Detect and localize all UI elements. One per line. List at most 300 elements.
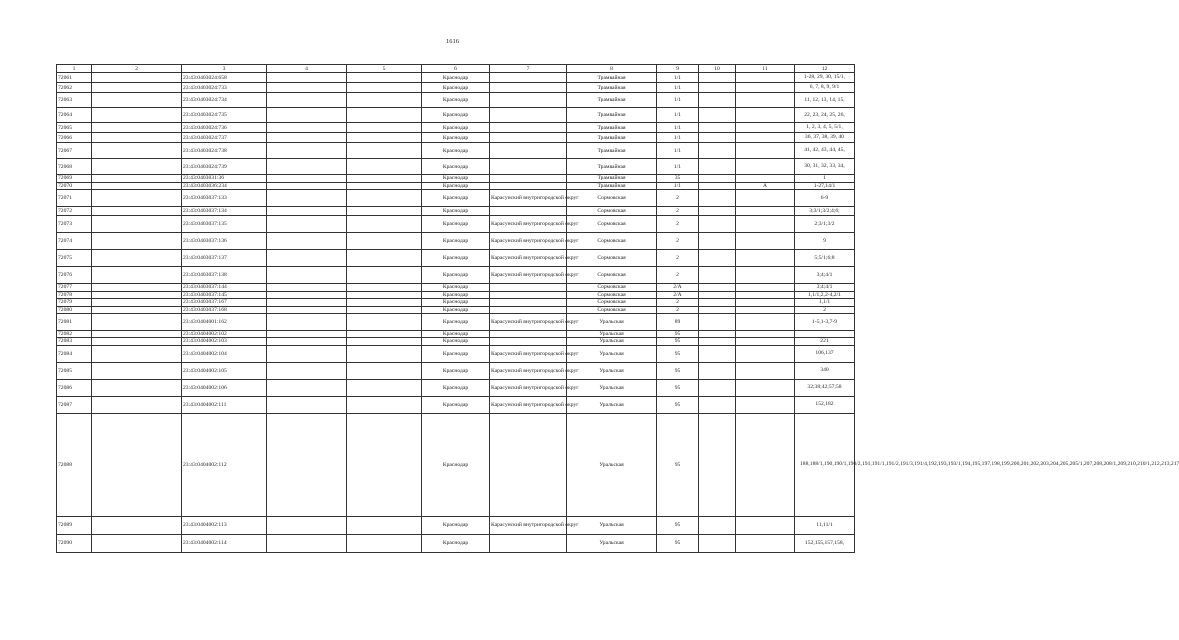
cell-empty bbox=[267, 291, 347, 299]
street: Уральская bbox=[567, 396, 657, 413]
cell-empty bbox=[699, 216, 736, 233]
table-row bbox=[57, 516, 855, 534]
street: Уральская bbox=[567, 345, 657, 362]
street: Уральская bbox=[567, 362, 657, 379]
col-header: 7 bbox=[490, 65, 567, 73]
cell-empty bbox=[699, 345, 736, 362]
cadastral-number: 23:43:0404002:103 bbox=[182, 338, 267, 346]
table-row bbox=[57, 345, 855, 362]
house: 1/1 bbox=[657, 93, 699, 108]
district: Карасунский внутригородской округ bbox=[490, 216, 567, 233]
cadastral-number: 23:43:0403037:133 bbox=[182, 190, 267, 207]
cell-empty bbox=[347, 250, 422, 267]
house: 2 bbox=[657, 250, 699, 267]
cell-empty bbox=[92, 123, 182, 133]
cell-empty bbox=[92, 396, 182, 413]
table-row bbox=[57, 338, 855, 346]
apartments: 30, 31, 32, 33, 34, bbox=[795, 159, 855, 175]
house: 2 bbox=[657, 306, 699, 314]
district: Карасунский внутригородской округ bbox=[490, 250, 567, 267]
cell-empty bbox=[699, 159, 736, 175]
house: 1/1 bbox=[657, 133, 699, 143]
col-header: 3 bbox=[182, 65, 267, 73]
district bbox=[490, 108, 567, 123]
cell-empty bbox=[699, 233, 736, 250]
district bbox=[490, 207, 567, 216]
row-number: 72084 bbox=[57, 345, 92, 362]
row-number: 72085 bbox=[57, 362, 92, 379]
row-number: 72062 bbox=[57, 83, 92, 93]
cell-empty bbox=[92, 73, 182, 83]
table-row bbox=[57, 159, 855, 175]
street: Трамвайная bbox=[567, 182, 657, 190]
cell-empty bbox=[92, 534, 182, 552]
table-row bbox=[57, 250, 855, 267]
col-header: 4 bbox=[267, 65, 347, 73]
letter bbox=[736, 216, 795, 233]
letter bbox=[736, 396, 795, 413]
cell-empty bbox=[267, 314, 347, 331]
cell-empty bbox=[347, 362, 422, 379]
row-number: 72086 bbox=[57, 379, 92, 396]
cell-empty bbox=[92, 182, 182, 190]
letter bbox=[736, 306, 795, 314]
letter bbox=[736, 345, 795, 362]
street: Сормовская bbox=[567, 267, 657, 284]
cell-empty bbox=[267, 516, 347, 534]
city: Краснодар bbox=[422, 338, 490, 346]
street: Трамвайная bbox=[567, 83, 657, 93]
cell-empty bbox=[347, 331, 422, 338]
city: Краснодар bbox=[422, 413, 490, 516]
street: Сормовская bbox=[567, 250, 657, 267]
street: Уральская bbox=[567, 314, 657, 331]
apartments: 22, 23, 24, 25, 26, bbox=[795, 108, 855, 123]
cell-empty bbox=[267, 396, 347, 413]
street: Трамвайная bbox=[567, 93, 657, 108]
table-row bbox=[57, 362, 855, 379]
cell-empty bbox=[699, 379, 736, 396]
row-number: 72073 bbox=[57, 216, 92, 233]
cell-empty bbox=[699, 175, 736, 183]
district bbox=[490, 175, 567, 183]
house: 2 bbox=[657, 267, 699, 284]
house: 1/1 bbox=[657, 143, 699, 159]
cell-empty bbox=[699, 413, 736, 516]
cell-empty bbox=[347, 83, 422, 93]
col-header: 5 bbox=[347, 65, 422, 73]
cadastral-number: 23:43:0404002:114 bbox=[182, 534, 267, 552]
cadastral-number: 23:43:0403037:145 bbox=[182, 291, 267, 299]
house: 1/1 bbox=[657, 83, 699, 93]
city: Краснодар bbox=[422, 345, 490, 362]
house: 1/1 bbox=[657, 159, 699, 175]
cadastral-number: 23:43:0403037:167 bbox=[182, 299, 267, 307]
street: Уральская bbox=[567, 379, 657, 396]
district: Карасунский внутригородской округ bbox=[490, 190, 567, 207]
row-number: 72063 bbox=[57, 93, 92, 108]
city: Краснодар bbox=[422, 284, 490, 292]
letter bbox=[736, 108, 795, 123]
cell-empty bbox=[699, 190, 736, 207]
cadastral-number: 23:43:0403037:136 bbox=[182, 233, 267, 250]
cadastral-number: 23:43:0404002:104 bbox=[182, 345, 267, 362]
row-number: 72090 bbox=[57, 534, 92, 552]
col-header: 11 bbox=[736, 65, 795, 73]
cell-empty bbox=[92, 516, 182, 534]
district bbox=[490, 159, 567, 175]
cell-empty bbox=[267, 123, 347, 133]
letter bbox=[736, 133, 795, 143]
row-number: 72061 bbox=[57, 73, 92, 83]
cell-empty bbox=[347, 123, 422, 133]
row-number: 72088 bbox=[57, 413, 92, 516]
cell-empty bbox=[267, 233, 347, 250]
district bbox=[490, 291, 567, 299]
street: Сормовская bbox=[567, 207, 657, 216]
col-header: 10 bbox=[699, 65, 736, 73]
house: 2/А bbox=[657, 284, 699, 292]
cell-empty bbox=[699, 284, 736, 292]
table-row bbox=[57, 216, 855, 233]
cell-empty bbox=[347, 93, 422, 108]
cell-empty bbox=[347, 143, 422, 159]
district bbox=[490, 143, 567, 159]
row-number: 72066 bbox=[57, 133, 92, 143]
apartments: 1,1/1 bbox=[795, 299, 855, 307]
table-row bbox=[57, 182, 855, 190]
district bbox=[490, 413, 567, 516]
district bbox=[490, 299, 567, 307]
district bbox=[490, 534, 567, 552]
house: 2 bbox=[657, 233, 699, 250]
city: Краснодар bbox=[422, 396, 490, 413]
cell-empty bbox=[267, 93, 347, 108]
street: Сормовская bbox=[567, 233, 657, 250]
cell-empty bbox=[699, 133, 736, 143]
house: 95 bbox=[657, 413, 699, 516]
city: Краснодар bbox=[422, 331, 490, 338]
house: 1/1 bbox=[657, 123, 699, 133]
col-header: 1 bbox=[57, 65, 92, 73]
apartments: 11, 12, 13, 14, 15, bbox=[795, 93, 855, 108]
city: Краснодар bbox=[422, 516, 490, 534]
street: Сормовская bbox=[567, 216, 657, 233]
table-row bbox=[57, 123, 855, 133]
apartments: 1, 2, 3, 4, 5, 5/1, bbox=[795, 123, 855, 133]
city: Краснодар bbox=[422, 233, 490, 250]
house: 89 bbox=[657, 314, 699, 331]
district bbox=[490, 284, 567, 292]
table-row bbox=[57, 233, 855, 250]
table-row bbox=[57, 73, 855, 83]
cell-empty bbox=[92, 345, 182, 362]
street: Трамвайная bbox=[567, 108, 657, 123]
city: Краснодар bbox=[422, 143, 490, 159]
apartments: 152,182 bbox=[795, 396, 855, 413]
cadastral-number: 23:43:0403037:134 bbox=[182, 207, 267, 216]
street: Трамвайная bbox=[567, 73, 657, 83]
letter bbox=[736, 291, 795, 299]
city: Краснодар bbox=[422, 291, 490, 299]
cell-empty bbox=[92, 175, 182, 183]
cell-empty bbox=[92, 83, 182, 93]
cell-empty bbox=[267, 362, 347, 379]
letter bbox=[736, 123, 795, 133]
street: Сормовская bbox=[567, 306, 657, 314]
cell-empty bbox=[92, 362, 182, 379]
district bbox=[490, 83, 567, 93]
cell-empty bbox=[92, 314, 182, 331]
apartments: 6, 7, 8, 9, 9/1 bbox=[795, 83, 855, 93]
apartments: 32;38;42;57;58 bbox=[795, 379, 855, 396]
table-row bbox=[57, 291, 855, 299]
cadastral-number: 23:43:0403024:739 bbox=[182, 159, 267, 175]
cell-empty bbox=[92, 190, 182, 207]
cell-empty bbox=[699, 314, 736, 331]
table-row bbox=[57, 207, 855, 216]
street: Сормовская bbox=[567, 190, 657, 207]
street: Трамвайная bbox=[567, 123, 657, 133]
cell-empty bbox=[347, 299, 422, 307]
house: 1/1 bbox=[657, 182, 699, 190]
cadastral-number: 23:43:0403036:234 bbox=[182, 182, 267, 190]
letter: А bbox=[736, 182, 795, 190]
cadastral-number: 23:43:0403037:135 bbox=[182, 216, 267, 233]
row-number: 72078 bbox=[57, 291, 92, 299]
cadastral-number: 23:43:0403031:36 bbox=[182, 175, 267, 183]
apartments: 106,137 bbox=[795, 345, 855, 362]
apartments: 5;5/1;6;8 bbox=[795, 250, 855, 267]
city: Краснодар bbox=[422, 299, 490, 307]
cell-empty bbox=[267, 143, 347, 159]
cell-empty bbox=[699, 396, 736, 413]
district: Карасунский внутригородской округ bbox=[490, 516, 567, 534]
apartments: 1-5,1-3,7-9 bbox=[795, 314, 855, 331]
row-number: 72083 bbox=[57, 338, 92, 346]
row-number: 72074 bbox=[57, 233, 92, 250]
cell-empty bbox=[699, 73, 736, 83]
district bbox=[490, 123, 567, 133]
cell-empty bbox=[347, 267, 422, 284]
district bbox=[490, 133, 567, 143]
street: Уральская bbox=[567, 413, 657, 516]
cell-empty bbox=[92, 93, 182, 108]
table-row bbox=[57, 413, 855, 516]
letter bbox=[736, 159, 795, 175]
cell-empty bbox=[347, 291, 422, 299]
cell-empty bbox=[92, 216, 182, 233]
table-row bbox=[57, 284, 855, 292]
cell-empty bbox=[92, 267, 182, 284]
cell-empty bbox=[699, 83, 736, 93]
cell-empty bbox=[347, 396, 422, 413]
cadastral-number: 23:43:0403024:734 bbox=[182, 93, 267, 108]
apartments: 3;4;4/1 bbox=[795, 284, 855, 292]
row-number: 72068 bbox=[57, 159, 92, 175]
city: Краснодар bbox=[422, 534, 490, 552]
district bbox=[490, 93, 567, 108]
row-number: 72071 bbox=[57, 190, 92, 207]
cell-empty bbox=[699, 250, 736, 267]
row-number: 72080 bbox=[57, 306, 92, 314]
letter bbox=[736, 143, 795, 159]
city: Краснодар bbox=[422, 83, 490, 93]
cell-empty bbox=[267, 338, 347, 346]
page-number: 1616 bbox=[446, 38, 459, 45]
row-number: 72065 bbox=[57, 123, 92, 133]
city: Краснодар bbox=[422, 379, 490, 396]
table-row bbox=[57, 379, 855, 396]
cell-empty bbox=[267, 216, 347, 233]
cell-empty bbox=[92, 413, 182, 516]
house: 95 bbox=[657, 345, 699, 362]
cell-empty bbox=[267, 299, 347, 307]
city: Краснодар bbox=[422, 306, 490, 314]
row-number: 72079 bbox=[57, 299, 92, 307]
apartments: 221 bbox=[795, 338, 855, 346]
cell-empty bbox=[347, 175, 422, 183]
cell-empty bbox=[92, 250, 182, 267]
letter bbox=[736, 516, 795, 534]
street: Сормовская bbox=[567, 284, 657, 292]
cell-empty bbox=[92, 108, 182, 123]
cell-empty bbox=[267, 175, 347, 183]
cell-empty bbox=[347, 284, 422, 292]
apartments: 3;3/1;3/2;4;6; bbox=[795, 207, 855, 216]
cadastral-number: 23:43:0404002:106 bbox=[182, 379, 267, 396]
cell-empty bbox=[347, 216, 422, 233]
apartments: 2 bbox=[795, 306, 855, 314]
col-header: 2 bbox=[92, 65, 182, 73]
cadastral-number: 23:43:0403024:735 bbox=[182, 108, 267, 123]
house: 95 bbox=[657, 516, 699, 534]
cell-empty bbox=[699, 331, 736, 338]
district: Карасунский внутригородской округ bbox=[490, 233, 567, 250]
cell-empty bbox=[347, 516, 422, 534]
street: Уральская bbox=[567, 331, 657, 338]
district: Карасунский внутригородской округ bbox=[490, 362, 567, 379]
city: Краснодар bbox=[422, 362, 490, 379]
cell-empty bbox=[347, 190, 422, 207]
street: Уральская bbox=[567, 516, 657, 534]
cell-empty bbox=[92, 379, 182, 396]
cadastral-number: 23:43:0404002:113 bbox=[182, 516, 267, 534]
cell-empty bbox=[267, 379, 347, 396]
cell-empty bbox=[699, 338, 736, 346]
city: Краснодар bbox=[422, 133, 490, 143]
table-body bbox=[57, 73, 1179, 553]
house: 2 bbox=[657, 299, 699, 307]
cadastral-number: 23:43:0403037:137 bbox=[182, 250, 267, 267]
row-number: 72069 bbox=[57, 175, 92, 183]
house: 95 bbox=[657, 338, 699, 346]
row-number: 72081 bbox=[57, 314, 92, 331]
letter bbox=[736, 93, 795, 108]
cell-empty bbox=[92, 338, 182, 346]
cell-empty bbox=[347, 306, 422, 314]
cell-empty bbox=[267, 250, 347, 267]
letter bbox=[736, 250, 795, 267]
cell-empty bbox=[347, 413, 422, 516]
house: 95 bbox=[657, 379, 699, 396]
row-number: 72077 bbox=[57, 284, 92, 292]
table-row bbox=[57, 267, 855, 284]
cell-empty bbox=[267, 345, 347, 362]
city: Краснодар bbox=[422, 73, 490, 83]
district bbox=[490, 306, 567, 314]
letter bbox=[736, 284, 795, 292]
cell-empty bbox=[267, 284, 347, 292]
cell-empty bbox=[347, 133, 422, 143]
letter bbox=[736, 73, 795, 83]
cadastral-number: 23:43:0404002:102 bbox=[182, 331, 267, 338]
district: Карасунский внутригородской округ bbox=[490, 345, 567, 362]
house: 2 bbox=[657, 216, 699, 233]
apartments: 6-9 bbox=[795, 190, 855, 207]
cell-empty bbox=[699, 299, 736, 307]
street: Трамвайная bbox=[567, 159, 657, 175]
header-row bbox=[57, 65, 855, 73]
cadastral-number: 23:43:0403037:144 bbox=[182, 284, 267, 292]
table-row bbox=[57, 143, 855, 159]
cell-empty bbox=[699, 182, 736, 190]
row-number: 72082 bbox=[57, 331, 92, 338]
register-table bbox=[56, 64, 1179, 553]
city: Краснодар bbox=[422, 159, 490, 175]
apartments: 340 bbox=[795, 362, 855, 379]
house: 2 bbox=[657, 207, 699, 216]
letter bbox=[736, 534, 795, 552]
cell-empty bbox=[92, 284, 182, 292]
cell-empty bbox=[92, 159, 182, 175]
table-row bbox=[57, 314, 855, 331]
street: Трамвайная bbox=[567, 143, 657, 159]
district bbox=[490, 182, 567, 190]
row-number: 72087 bbox=[57, 396, 92, 413]
house: 35 bbox=[657, 175, 699, 183]
row-number: 72072 bbox=[57, 207, 92, 216]
cell-empty bbox=[699, 207, 736, 216]
street: Уральская bbox=[567, 338, 657, 346]
letter bbox=[736, 233, 795, 250]
apartments: 152,155,157,158, bbox=[795, 534, 855, 552]
apartments: 41, 42, 43, 44, 45, bbox=[795, 143, 855, 159]
table-row bbox=[57, 190, 855, 207]
cell-empty bbox=[699, 362, 736, 379]
col-header: 8 bbox=[567, 65, 657, 73]
cell-empty bbox=[699, 93, 736, 108]
table-row bbox=[57, 175, 855, 183]
city: Краснодар bbox=[422, 216, 490, 233]
letter bbox=[736, 413, 795, 516]
cell-empty bbox=[92, 133, 182, 143]
cadastral-number: 23:43:0404002:105 bbox=[182, 362, 267, 379]
cell-empty bbox=[347, 345, 422, 362]
cadastral-number: 23:43:0404002:112 bbox=[182, 413, 267, 516]
district bbox=[490, 338, 567, 346]
col-header: 6 bbox=[422, 65, 490, 73]
cell-empty bbox=[699, 291, 736, 299]
cell-empty bbox=[347, 207, 422, 216]
district: Карасунский внутригородской округ bbox=[490, 314, 567, 331]
table-row bbox=[57, 93, 855, 108]
district: Карасунский внутригородской округ bbox=[490, 267, 567, 284]
cell-empty bbox=[699, 143, 736, 159]
cell-empty bbox=[267, 306, 347, 314]
row-number: 72089 bbox=[57, 516, 92, 534]
cell-empty bbox=[267, 207, 347, 216]
